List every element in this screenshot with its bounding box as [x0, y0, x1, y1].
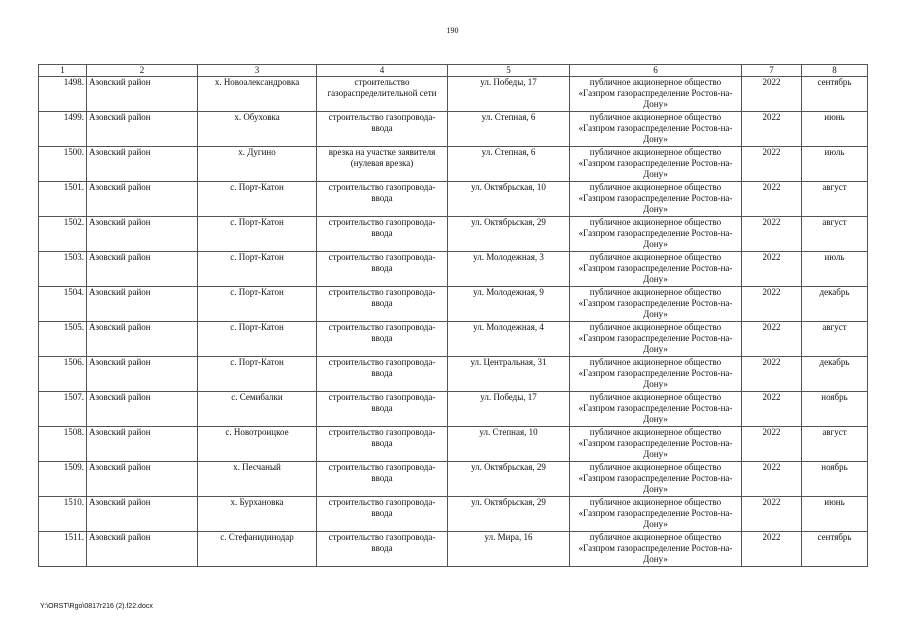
- year-cell: 2022: [742, 147, 802, 182]
- district-cell: Азовский район: [87, 497, 198, 532]
- work-type-cell: строительство газопровода-ввода: [317, 182, 448, 217]
- district-cell: Азовский район: [87, 182, 198, 217]
- organization-cell: публичное акционерное общество «Газпром газораспределение Ростов-на-Дону»: [570, 147, 742, 182]
- year-cell: 2022: [742, 427, 802, 462]
- row-number-cell: 1510.: [39, 497, 87, 532]
- month-cell: август: [802, 217, 868, 252]
- locality-cell: с. Стефанидинодар: [198, 532, 317, 567]
- work-type-cell: строительство газопровода-ввода: [317, 427, 448, 462]
- organization-cell: публичное акционерное общество «Газпром газораспределение Ростов-на-Дону»: [570, 427, 742, 462]
- year-cell: 2022: [742, 287, 802, 322]
- month-cell: июль: [802, 252, 868, 287]
- month-cell: август: [802, 322, 868, 357]
- column-header: 8: [802, 65, 868, 77]
- row-number-cell: 1511.: [39, 532, 87, 567]
- address-cell: ул. Молодежная, 9: [448, 287, 570, 322]
- district-cell: Азовский район: [87, 427, 198, 462]
- address-cell: ул. Степная, 6: [448, 112, 570, 147]
- organization-cell: публичное акционерное общество «Газпром газораспределение Ростов-на-Дону»: [570, 462, 742, 497]
- year-cell: 2022: [742, 217, 802, 252]
- row-number-cell: 1503.: [39, 252, 87, 287]
- page-number: 190: [446, 26, 459, 35]
- organization-cell: публичное акционерное общество «Газпром газораспределение Ростов-на-Дону»: [570, 252, 742, 287]
- address-cell: ул. Молодежная, 3: [448, 252, 570, 287]
- row-number-cell: 1498.: [39, 77, 87, 112]
- address-cell: ул. Мира, 16: [448, 532, 570, 567]
- district-cell: Азовский район: [87, 77, 198, 112]
- year-cell: 2022: [742, 77, 802, 112]
- column-header: 2: [87, 65, 198, 77]
- column-header: 5: [448, 65, 570, 77]
- row-number-cell: 1501.: [39, 182, 87, 217]
- table-row: [39, 287, 868, 322]
- work-type-cell: строительство газопровода-ввода: [317, 497, 448, 532]
- row-number-cell: 1502.: [39, 217, 87, 252]
- column-header: 7: [742, 65, 802, 77]
- organization-cell: публичное акционерное общество «Газпром газораспределение Ростов-на-Дону»: [570, 392, 742, 427]
- year-cell: 2022: [742, 252, 802, 287]
- month-cell: август: [802, 427, 868, 462]
- year-cell: 2022: [742, 497, 802, 532]
- address-cell: ул. Октябрьская, 10: [448, 182, 570, 217]
- locality-cell: с. Порт-Катон: [198, 217, 317, 252]
- month-cell: декабрь: [802, 287, 868, 322]
- work-type-cell: строительство газопровода-ввода: [317, 357, 448, 392]
- row-number-cell: 1506.: [39, 357, 87, 392]
- table-row: [39, 497, 868, 532]
- row-number-cell: 1505.: [39, 322, 87, 357]
- month-cell: июнь: [802, 112, 868, 147]
- header-row: [39, 65, 868, 77]
- address-cell: ул. Победы, 17: [448, 77, 570, 112]
- organization-cell: публичное акционерное общество «Газпром газораспределение Ростов-на-Дону»: [570, 357, 742, 392]
- work-type-cell: строительство газопровода-ввода: [317, 462, 448, 497]
- table-row: [39, 147, 868, 182]
- district-cell: Азовский район: [87, 532, 198, 567]
- locality-cell: с. Семибалки: [198, 392, 317, 427]
- organization-cell: публичное акционерное общество «Газпром газораспределение Ростов-на-Дону»: [570, 77, 742, 112]
- district-cell: Азовский район: [87, 217, 198, 252]
- locality-cell: х. Песчаный: [198, 462, 317, 497]
- table-row: [39, 182, 868, 217]
- month-cell: декабрь: [802, 357, 868, 392]
- locality-cell: х. Новоалександровка: [198, 77, 317, 112]
- registry-table: [38, 64, 868, 567]
- column-header: 1: [39, 65, 87, 77]
- address-cell: ул. Степная, 6: [448, 147, 570, 182]
- table-row: [39, 392, 868, 427]
- address-cell: ул. Победы, 17: [448, 392, 570, 427]
- work-type-cell: врезка на участке заявителя (нулевая врезка): [317, 147, 448, 182]
- year-cell: 2022: [742, 112, 802, 147]
- table-row: [39, 532, 868, 567]
- table-row: [39, 217, 868, 252]
- column-header: 4: [317, 65, 448, 77]
- column-header: 3: [198, 65, 317, 77]
- district-cell: Азовский район: [87, 147, 198, 182]
- organization-cell: публичное акционерное общество «Газпром газораспределение Ростов-на-Дону»: [570, 287, 742, 322]
- work-type-cell: строительство газопровода-ввода: [317, 322, 448, 357]
- month-cell: август: [802, 182, 868, 217]
- year-cell: 2022: [742, 532, 802, 567]
- district-cell: Азовский район: [87, 357, 198, 392]
- row-number-cell: 1508.: [39, 427, 87, 462]
- organization-cell: публичное акционерное общество «Газпром газораспределение Ростов-на-Дону»: [570, 322, 742, 357]
- address-cell: ул. Степная, 10: [448, 427, 570, 462]
- locality-cell: с. Новотроицкое: [198, 427, 317, 462]
- locality-cell: с. Порт-Катон: [198, 322, 317, 357]
- year-cell: 2022: [742, 182, 802, 217]
- work-type-cell: строительство газопровода-ввода: [317, 112, 448, 147]
- row-number-cell: 1499.: [39, 112, 87, 147]
- address-cell: ул. Октябрьская, 29: [448, 217, 570, 252]
- locality-cell: с. Порт-Катон: [198, 357, 317, 392]
- table-row: [39, 252, 868, 287]
- locality-cell: х. Бурхановка: [198, 497, 317, 532]
- work-type-cell: строительство газопровода-ввода: [317, 252, 448, 287]
- month-cell: ноябрь: [802, 462, 868, 497]
- column-header: 6: [570, 65, 742, 77]
- row-number-cell: 1500.: [39, 147, 87, 182]
- locality-cell: с. Порт-Катон: [198, 182, 317, 217]
- row-number-cell: 1504.: [39, 287, 87, 322]
- district-cell: Азовский район: [87, 287, 198, 322]
- footer-file-path: Y:\ORST\Rgo\0817r216 (2).f22.docx: [40, 603, 153, 610]
- work-type-cell: строительство газопровода-ввода: [317, 532, 448, 567]
- month-cell: июль: [802, 147, 868, 182]
- row-number-cell: 1509.: [39, 462, 87, 497]
- table-row: [39, 462, 868, 497]
- district-cell: Азовский район: [87, 252, 198, 287]
- month-cell: июнь: [802, 497, 868, 532]
- month-cell: сентябрь: [802, 532, 868, 567]
- district-cell: Азовский район: [87, 392, 198, 427]
- organization-cell: публичное акционерное общество «Газпром газораспределение Ростов-на-Дону»: [570, 112, 742, 147]
- year-cell: 2022: [742, 322, 802, 357]
- organization-cell: публичное акционерное общество «Газпром газораспределение Ростов-на-Дону»: [570, 182, 742, 217]
- month-cell: сентябрь: [802, 77, 868, 112]
- table-row: [39, 357, 868, 392]
- locality-cell: с. Порт-Катон: [198, 287, 317, 322]
- organization-cell: публичное акционерное общество «Газпром газораспределение Ростов-на-Дону»: [570, 217, 742, 252]
- row-number-cell: 1507.: [39, 392, 87, 427]
- table-row: [39, 322, 868, 357]
- table-row: [39, 112, 868, 147]
- work-type-cell: строительство газопровода-ввода: [317, 392, 448, 427]
- district-cell: Азовский район: [87, 112, 198, 147]
- address-cell: ул. Центральная, 31: [448, 357, 570, 392]
- locality-cell: х. Дугино: [198, 147, 317, 182]
- year-cell: 2022: [742, 357, 802, 392]
- organization-cell: публичное акционерное общество «Газпром газораспределение Ростов-на-Дону»: [570, 497, 742, 532]
- table-body: [39, 77, 868, 567]
- district-cell: Азовский район: [87, 462, 198, 497]
- year-cell: 2022: [742, 462, 802, 497]
- work-type-cell: строительство газопровода-ввода: [317, 217, 448, 252]
- address-cell: ул. Октябрьская, 29: [448, 462, 570, 497]
- work-type-cell: строительство газопровода-ввода: [317, 287, 448, 322]
- locality-cell: с. Порт-Катон: [198, 252, 317, 287]
- work-type-cell: строительство газораспределительной сети: [317, 77, 448, 112]
- organization-cell: публичное акционерное общество «Газпром газораспределение Ростов-на-Дону»: [570, 532, 742, 567]
- table-row: [39, 77, 868, 112]
- table-row: [39, 427, 868, 462]
- locality-cell: х. Обуховка: [198, 112, 317, 147]
- district-cell: Азовский район: [87, 322, 198, 357]
- address-cell: ул. Молодежная, 4: [448, 322, 570, 357]
- address-cell: ул. Октябрьская, 29: [448, 497, 570, 532]
- year-cell: 2022: [742, 392, 802, 427]
- month-cell: ноябрь: [802, 392, 868, 427]
